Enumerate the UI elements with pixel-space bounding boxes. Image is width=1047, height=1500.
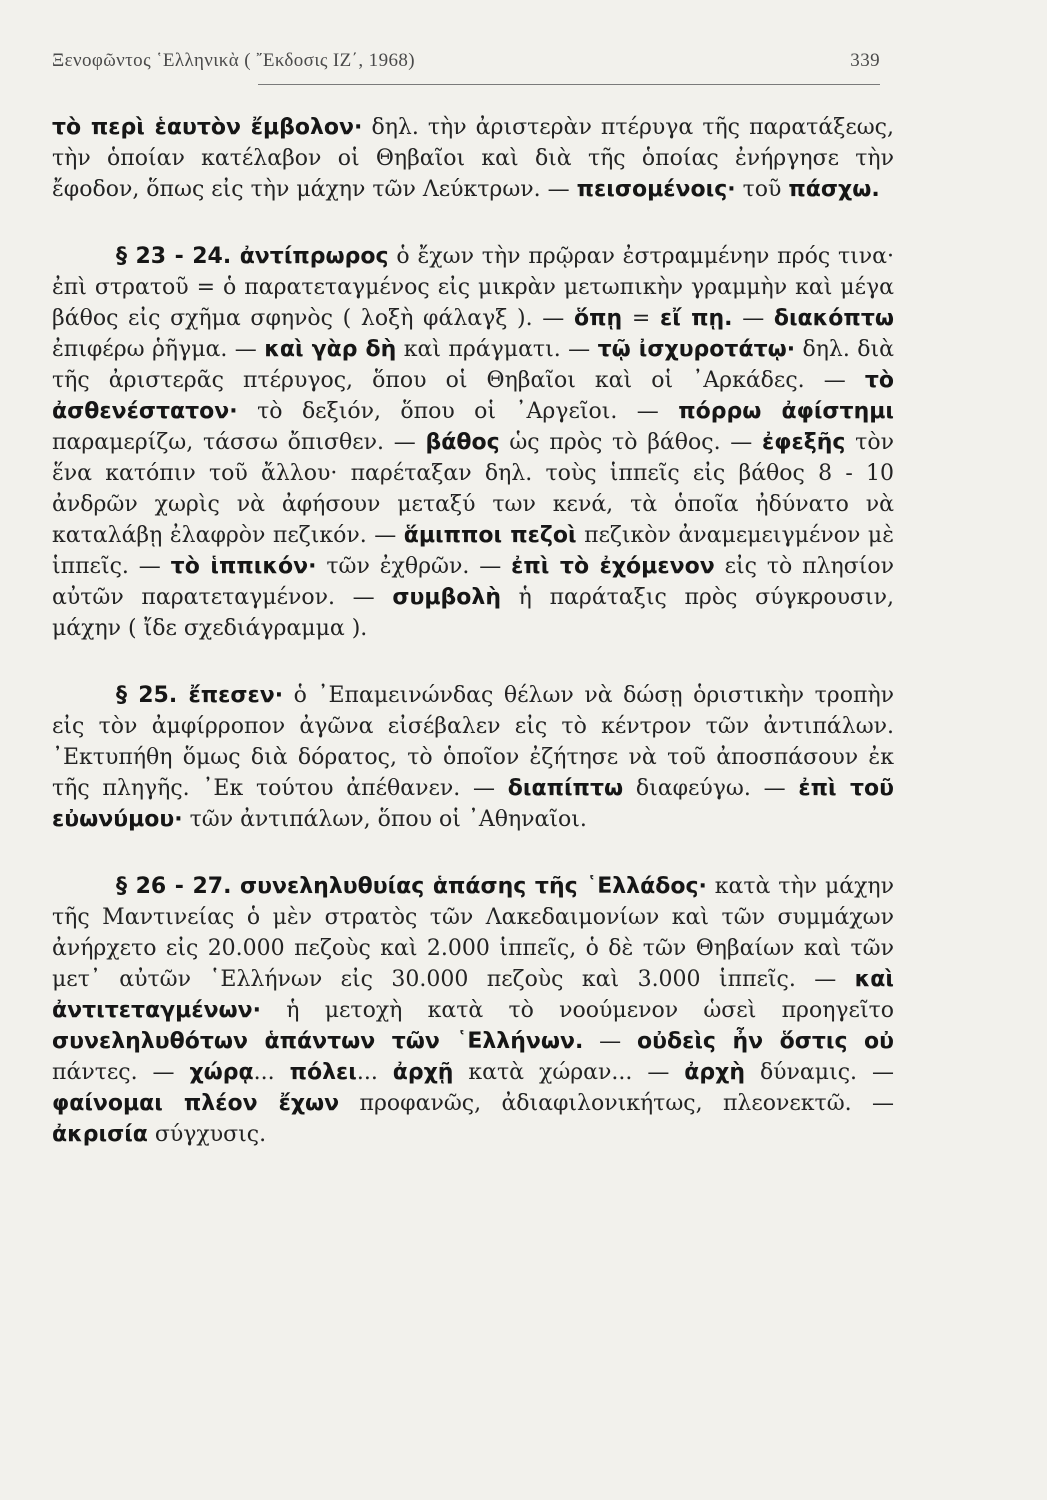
- lemma-term: § 26 - 27. συνεληλυθυίας ἁπάσης τῆς ῾Ελλάδος·: [116, 874, 707, 899]
- lemma-term: τὸ ἱππικόν·: [170, 554, 317, 579]
- gloss-text: πάντες. —: [52, 1060, 190, 1085]
- gloss-text: κατὰ χώραν... —: [453, 1060, 685, 1085]
- paragraph-section-26-27: [52, 871, 894, 1150]
- paragraph-intro: [52, 112, 894, 205]
- page-number: 339: [850, 50, 880, 71]
- lemma-term: ἐπὶ τὸ ἐχόμενον: [511, 554, 715, 579]
- lemma-term: § 25. ἔπεσεν·: [116, 683, 284, 708]
- gloss-text: ὁ ἔχων τὴν πρῷραν ἐστραμμένην πρός τινα· ἐπὶ στρατοῦ = ὁ παρατεταγμένος εἰς μικρὰν μετωπικὴν γραμμὴν καὶ μέγα βάθος εἰς σχῆμα σφηνὸς ( λοξὴ φάλαγξ ). —: [52, 244, 894, 331]
- gloss-text: τὸ δεξιόν, ὅπου οἱ ᾿Αργεῖοι. —: [237, 399, 679, 424]
- gloss-text: —: [732, 306, 774, 331]
- gloss-text: ἐπιφέρω ῥῆγμα. —: [52, 337, 265, 362]
- gloss-text: ὡς πρὸς τὸ βάθος. —: [499, 430, 763, 455]
- paragraph-section-23-24: [52, 241, 894, 644]
- lemma-term: τῷ ἰσχυροτάτῳ·: [597, 337, 796, 362]
- gloss-text: δηλ. διὰ τῆς ἀριστερᾶς πτέρυγος, ὅπου οἱ Θηβαῖοι καὶ οἱ ᾿Αρκάδες. —: [52, 337, 895, 393]
- gloss-text: τὸν ἕνα κατόπιν τοῦ ἄλλου· παρέταξαν δηλ. τοὺς ἱππεῖς εἰς βάθος 8 - 10 ἀνδρῶν χωρὶς νὰ ἀφήσουν μεταξύ των κενά, τὰ ὁποῖα ἠδύνατο νὰ καταλάβῃ ἐλαφρὸν πεζικόν. —: [52, 430, 894, 548]
- lemma-term: οὐδεὶς ἦν ὅστις οὐ: [637, 1029, 894, 1054]
- gloss-text: ὁ ᾿Επαμεινώνδας θέλων νὰ δώσῃ ὁριστικὴν τροπὴν εἰς τὸν ἀμφίρροπον ἀγῶνα εἰσέβαλεν εἰς τὸ κέντρον τῶν ἀντιπάλων. ᾿Εκτυπήθη ὅμως διὰ δόρατος, τὸ ὁποῖον ἐζήτησε νὰ τοῦ ἀποσπάσουν ἐκ τῆς πληγῆς. ᾿Εκ τούτου ἀπέθανεν. —: [52, 683, 894, 801]
- running-header: [52, 50, 880, 72]
- gloss-text: =: [622, 306, 660, 331]
- gloss-text: εἰς τὸ πλησίον αὐτῶν παρατεταγμένον. —: [52, 554, 894, 610]
- gloss-text: δύναμις. —: [745, 1060, 894, 1085]
- lemma-term: τὸ περὶ ἑαυτὸν ἔμβολον·: [52, 115, 363, 140]
- commentary-body: [52, 112, 894, 1186]
- gloss-text: καὶ πράγματι. —: [396, 337, 598, 362]
- lemma-term: διαπίπτω: [507, 776, 624, 801]
- lemma-term: καὶ γὰρ δὴ: [264, 337, 397, 362]
- gloss-text: πεζικὸν ἀναμεμειγμένον μὲ ἱππεῖς. —: [52, 523, 894, 579]
- gloss-text: ἡ μετοχὴ κατὰ τὸ νοούμενον ὡσεὶ προηγεῖτο: [261, 998, 894, 1023]
- gloss-text: σύγχυσις.: [147, 1122, 267, 1147]
- lemma-term: συμβολὴ: [392, 585, 501, 610]
- gloss-text: τῶν ἐχθρῶν. —: [316, 554, 512, 579]
- lemma-term: πάσχω.: [788, 177, 880, 202]
- lemma-term: ἅμιπποι πεζοὶ: [403, 523, 577, 548]
- lemma-term: πόρρω ἀφίστημι: [678, 399, 894, 424]
- lemma-term: ἀρχὴ: [684, 1060, 745, 1085]
- lemma-term: § 23 - 24. ἀντίπρωρος: [116, 244, 389, 269]
- lemma-term: βάθος: [425, 430, 500, 455]
- gloss-text: τῶν ἀντιπάλων, ὅπου οἱ ᾿Αθηναῖοι.: [182, 807, 587, 832]
- gloss-text: ...: [356, 1060, 393, 1085]
- header-rule: [258, 84, 880, 85]
- lemma-term: ἀκρισία: [52, 1122, 148, 1147]
- gloss-text: ἡ παράταξις πρὸς σύγκρουσιν, μάχην ( ἴδε σχεδιάγραμμα ).: [52, 585, 894, 641]
- lemma-term: πόλει: [289, 1060, 357, 1085]
- lemma-term: ὅπῃ: [573, 306, 623, 331]
- lemma-term: πεισομένοις·: [576, 177, 736, 202]
- paragraph-section-25: [52, 680, 894, 835]
- lemma-term: ἀρχῇ: [392, 1060, 454, 1085]
- header-title: Ξενοφῶντος ῾Ελληνικὰ ( ῎Εκδοσις ΙΖ΄, 1968): [52, 50, 416, 71]
- lemma-term: τὸ ἀσθενέστατον·: [52, 368, 894, 424]
- lemma-term: καὶ ἀντιτεταγμένων·: [52, 967, 894, 1023]
- lemma-term: συνεληλυθότων ἁπάντων τῶν ῾Ελλήνων.: [52, 1029, 584, 1054]
- gloss-text: παραμερίζω, τάσσω ὄπισθεν. —: [52, 430, 426, 455]
- lemma-term: ἐφεξῆς: [762, 430, 846, 455]
- gloss-text: τοῦ: [735, 177, 789, 202]
- gloss-text: προφανῶς, ἀδιαφιλονικήτως, πλεονεκτῶ. —: [339, 1091, 895, 1116]
- lemma-term: εἴ πῃ.: [659, 306, 733, 331]
- gloss-text: ...: [253, 1060, 290, 1085]
- gloss-text: —: [583, 1029, 638, 1054]
- gloss-text: διαφεύγω. —: [623, 776, 799, 801]
- lemma-term: χώρᾳ: [189, 1060, 254, 1085]
- gloss-text: δηλ. τὴν ἀριστερὰν πτέρυγα τῆς παρατάξεως, τὴν ὁποίαν κατέλαβον οἱ Θηβαῖοι καὶ διὰ τῆς ὁποίας ἐνήργησε τὴν ἔφοδον, ὅπως εἰς τὴν μάχην τῶν Λεύκτρων. —: [52, 115, 894, 202]
- lemma-term: ἐπὶ τοῦ εὐωνύμου·: [52, 776, 895, 832]
- lemma-term: διακόπτω: [773, 306, 894, 331]
- lemma-term: φαίνομαι πλέον ἔχων: [52, 1091, 340, 1116]
- gloss-text: κατὰ τὴν μάχην τῆς Μαντινείας ὁ μὲν στρατὸς τῶν Λακεδαιμονίων καὶ τῶν συμμάχων ἀνήρχετο εἰς 20.000 πεζοὺς καὶ 2.000 ἱππεῖς, ὁ δὲ τῶν Θηβαίων καὶ τῶν μετ᾿ αὐτῶν ῾Ελλήνων εἰς 30.000 πεζοὺς καὶ 3.000 ἱππεῖς. —: [52, 874, 894, 992]
